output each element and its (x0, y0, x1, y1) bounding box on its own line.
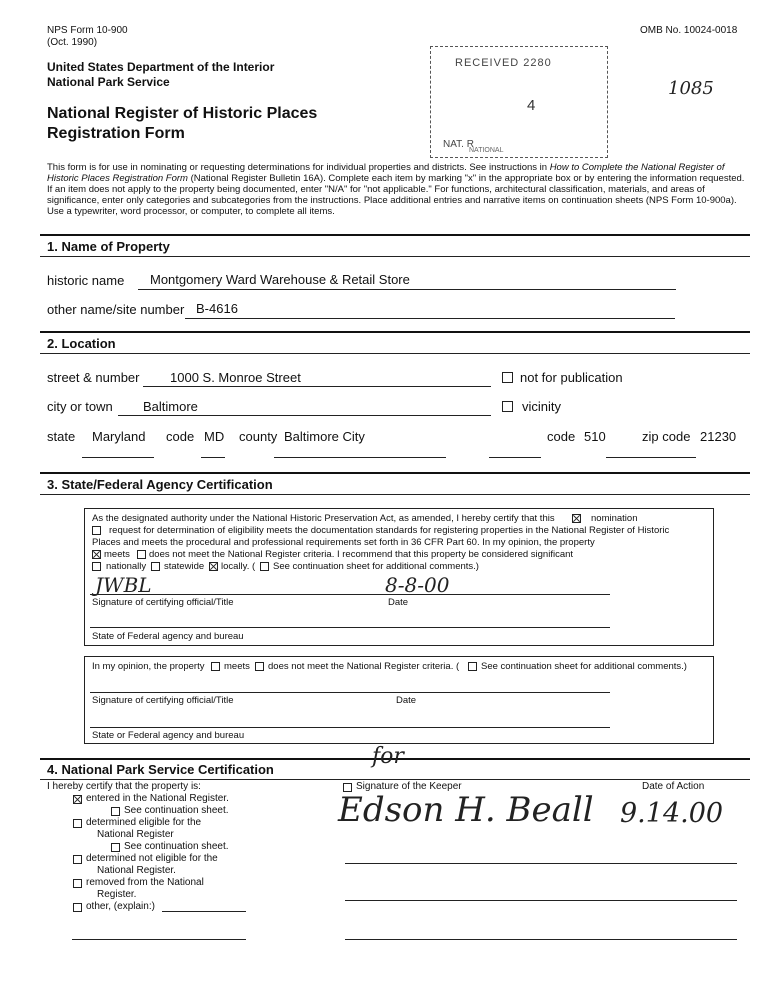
certifying-date: 8-8-00 (385, 573, 450, 597)
date-label: Date (388, 597, 409, 608)
not-eligible-label1: determined not eligible for the (86, 853, 218, 864)
opinion-continuation-checkbox[interactable] (468, 662, 477, 671)
opinion-date-label: Date (396, 695, 417, 706)
eligible-checkbox[interactable] (73, 819, 82, 828)
department: United States Department of the Interior (47, 60, 275, 74)
other-name-field[interactable]: B-4616 (196, 301, 238, 316)
state-line (82, 457, 154, 458)
form-title-line1: National Register of Historic Places (47, 105, 318, 122)
vicinity-label: vicinity (522, 399, 562, 414)
state-code-label: code (166, 429, 195, 444)
section1-rule (40, 234, 750, 236)
eligible-label1: determined eligible for the (86, 817, 202, 828)
entered-checkbox[interactable] (73, 795, 82, 804)
nationally-checkbox[interactable] (92, 562, 101, 571)
does-not-meet-label: does not meet the National Register criteria. I recommend that this property be considered significant (149, 549, 574, 560)
opinion-box (84, 656, 714, 744)
entered-label: entered in the National Register. (86, 793, 229, 804)
service: National Park Service (47, 75, 170, 89)
other-name-line (185, 318, 675, 319)
received-stamp (430, 46, 608, 158)
city-line (118, 415, 491, 416)
section2-underline (40, 353, 750, 354)
request-checkbox[interactable] (92, 526, 101, 535)
handwritten-number: 1085 (668, 78, 714, 99)
state-label: state (47, 429, 76, 444)
opinion-text-b: does not meet the National Register criteria. ( (268, 661, 460, 672)
vicinity-checkbox[interactable] (502, 401, 513, 412)
section2-rule (40, 331, 750, 333)
historic-name-line (138, 289, 676, 290)
agency-line (90, 627, 610, 628)
section4-heading: 4. National Park Service Certification (47, 762, 274, 777)
statewide-label: statewide (164, 561, 205, 572)
cert-line1: As the designated authority under the National Historic Preservation Act, as amended, I hereby certify that this (92, 513, 555, 524)
county-line (274, 457, 446, 458)
opinion-text-a: In my opinion, the property (92, 661, 205, 672)
historic-name-field[interactable]: Montgomery Ward Warehouse & Retail Store (150, 272, 410, 287)
historic-name-label: historic name (47, 273, 125, 288)
other-explain-line (162, 911, 246, 912)
state-certification-box (84, 508, 714, 646)
not-eligible-label2: National Register. (97, 865, 176, 876)
state-code-line (201, 457, 225, 458)
locally-checkbox[interactable] (209, 562, 218, 571)
keeper-line4 (345, 939, 737, 940)
section1-underline (40, 256, 750, 257)
entered-continuation-checkbox[interactable] (111, 807, 120, 816)
agency-label: State of Federal agency and bureau (92, 631, 244, 642)
other-explain-line2 (72, 939, 246, 940)
zip-label: zip code (642, 429, 691, 444)
section3-rule (40, 472, 750, 474)
other-name-label: other name/site number (47, 302, 185, 317)
stamp-national: NATIONAL (469, 147, 504, 154)
removed-label2: Register. (97, 889, 137, 900)
stamp-nat: NAT. R (443, 139, 474, 150)
state-field[interactable]: Maryland (92, 429, 146, 444)
not-for-publication-label: not for publication (520, 370, 623, 385)
meets-label: meets (104, 549, 130, 560)
see-continuation-label: See continuation sheet for additional comments.) (273, 561, 479, 572)
keeper-for: for (372, 744, 404, 769)
form-title-line2: Registration Form (47, 125, 185, 142)
state-code-field[interactable]: MD (204, 429, 225, 444)
street-line (143, 386, 491, 387)
keeper-line3 (345, 900, 737, 901)
stamp-received: RECEIVED 2280 (455, 57, 552, 69)
opinion-does-not-meet-checkbox[interactable] (255, 662, 264, 671)
certifying-signature: JWBL (95, 573, 152, 597)
city-label: city or town (47, 399, 113, 414)
eligible-continuation-label: See continuation sheet. (124, 841, 229, 852)
other-label: other, (explain:) (86, 901, 155, 912)
eligible-continuation-checkbox[interactable] (111, 843, 120, 852)
locally-label: locally. ( (221, 561, 256, 572)
entered-continuation-label: See continuation sheet. (124, 805, 229, 816)
county-code-label: code (547, 429, 576, 444)
meets-checkbox[interactable] (92, 550, 101, 559)
not-eligible-checkbox[interactable] (73, 855, 82, 864)
form-instructions: This form is for use in nominating or requesting determinations for individual properties and districts. See instructions in How to Complete the National Register of Historic Places Registration Form (National Register Bulletin 16A). Complete each item by marking "x" in the appropriate box or by entering the information requested. If an item does not apply to the property being documented, enter "N/A" for "not applicable." For functions, architectural classification, materials, and areas of significance, enter only categories and subcategories from the instructions. Place additional entries and narrative items on continuation sheets (NPS Form 10-900a). Use a typewriter, word processor, or computer, to complete all items. (47, 162, 745, 217)
street-field[interactable]: 1000 S. Monroe Street (170, 370, 301, 385)
signature-line (90, 594, 610, 595)
opinion-text-c: See continuation sheet for additional comments.) (481, 661, 687, 672)
city-field[interactable]: Baltimore (143, 399, 198, 414)
omb-number: OMB No. 10024-0018 (640, 25, 738, 36)
certify-statement: I hereby certify that the property is: (47, 781, 201, 792)
zip-line (606, 457, 696, 458)
other-checkbox[interactable] (73, 903, 82, 912)
opinion-meets-checkbox[interactable] (211, 662, 220, 671)
section2-heading: 2. Location (47, 336, 116, 351)
cert-line3: Places and meets the procedural and professional requirements set forth in 36 CFR Part 60. In my opinion, the property (92, 537, 595, 548)
opinion-signature-label: Signature of certifying official/Title (92, 695, 234, 706)
removed-checkbox[interactable] (73, 879, 82, 888)
form-number: NPS Form 10-900 (47, 25, 128, 36)
nomination-checkbox[interactable] (572, 514, 581, 523)
section4-underline (40, 779, 750, 780)
section3-heading: 3. State/Federal Agency Certification (47, 477, 273, 492)
action-label: Date of Action (642, 781, 705, 792)
section1-heading: 1. Name of Property (47, 239, 170, 254)
action-date: 9.14.00 (620, 798, 724, 829)
keeper-label: Signature of the Keeper (356, 781, 462, 792)
zip-field[interactable]: 21230 (700, 429, 737, 444)
county-code-line (489, 457, 541, 458)
opinion-agency-line (90, 727, 610, 728)
county-label: county (239, 429, 278, 444)
county-field[interactable]: Baltimore City (284, 429, 365, 444)
removed-label1: removed from the National (86, 877, 204, 888)
statewide-checkbox[interactable] (151, 562, 160, 571)
eligible-label2: National Register (97, 829, 174, 840)
signature-label: Signature of certifying official/Title (92, 597, 234, 608)
street-label: street & number (47, 370, 140, 385)
nationally-label: nationally (106, 561, 147, 572)
not-for-publication-checkbox[interactable] (502, 372, 513, 383)
cert-line2: request for determination of eligibility meets the documentation standards for registering properties in the National Register of Historic (109, 525, 670, 536)
continuation-checkbox[interactable] (260, 562, 269, 571)
nomination-label: nomination (591, 513, 638, 524)
opinion-agency-label: State or Federal agency and bureau (92, 730, 245, 741)
opinion-signature-line (90, 692, 610, 693)
section3-underline (40, 494, 750, 495)
form-date: (Oct. 1990) (47, 37, 98, 48)
keeper-signature: Edson H. Beall (338, 790, 594, 830)
stamp-day: 4 (527, 97, 536, 114)
keeper-line2 (345, 863, 737, 864)
does-not-meet-checkbox[interactable] (137, 550, 146, 559)
opinion-meets-label: meets (224, 661, 250, 672)
county-code-field[interactable]: 510 (584, 429, 606, 444)
